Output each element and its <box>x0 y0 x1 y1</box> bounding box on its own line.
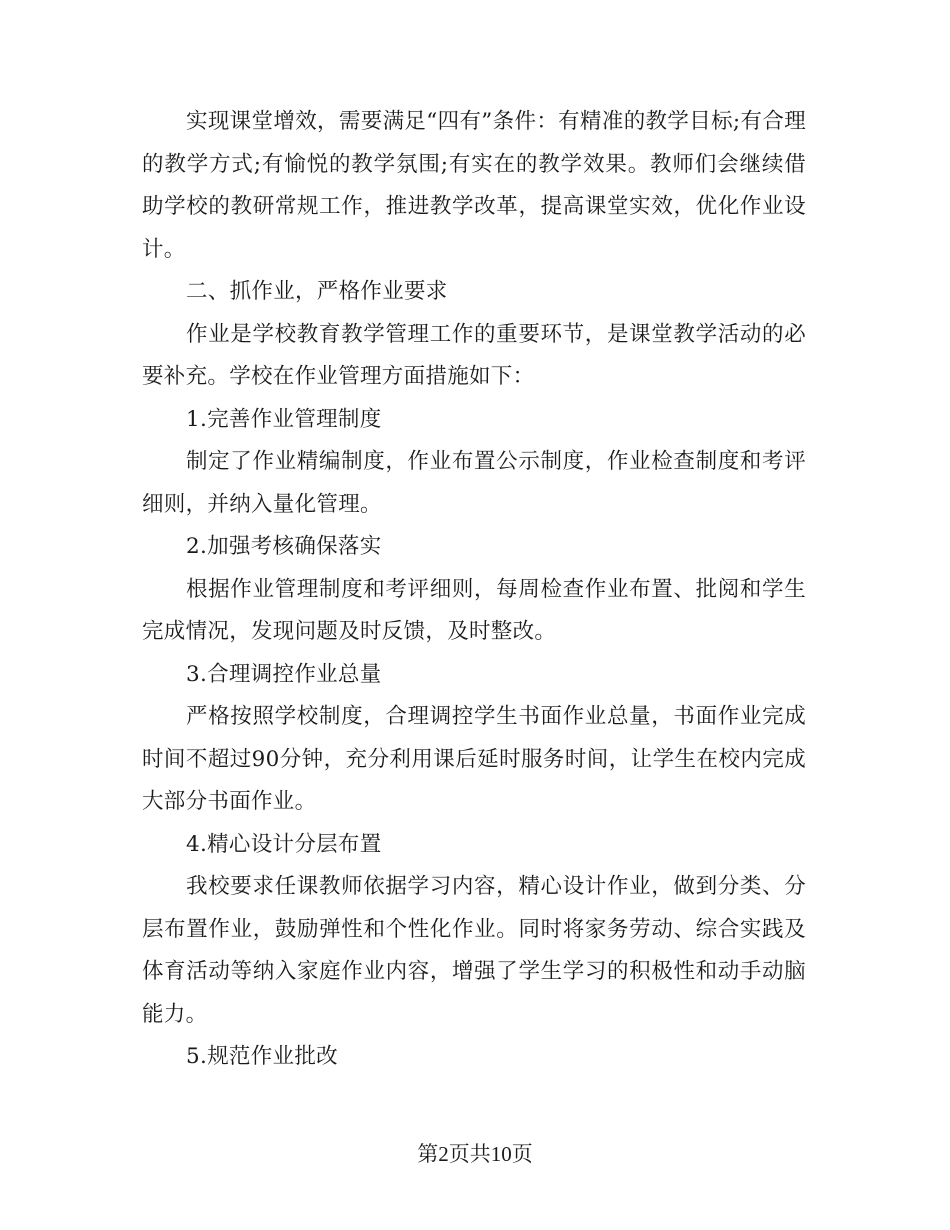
paragraph-classroom-efficiency: 实现课堂增效，需要满足“四有”条件：有精准的教学目标;有合理的教学方式;有愉悦的教学氛围;有实在的教学效果。教师们会继续借助学校的教研常规工作，推进教学改革，提高课堂实效，优化作业设计。 <box>142 109 806 262</box>
subheading-5: 5.规范作业批改 <box>186 1044 338 1069</box>
paragraph-2: 根据作业管理制度和考评细则，每周检查作业布置、批阅和学生完成情况，发现问题及时反馈，及时整改。 <box>142 576 806 644</box>
paragraph-1: 制定了作业精编制度，作业布置公示制度，作业检查制度和考评细则，并纳入量化管理。 <box>142 449 806 517</box>
paragraph-3: 严格按照学校制度，合理调控学生书面作业总量，书面作业完成时间不超过90分钟，充分利用课后延时服务时间，让学生在校内完成大部分书面作业。 <box>142 704 806 814</box>
subheading-1: 1.完善作业管理制度 <box>186 406 382 432</box>
subheading-2: 2.加强考核确保落实 <box>186 534 382 559</box>
subheading-4: 4.精心设计分层布置 <box>186 831 382 857</box>
subheading-3: 3.合理调控作业总量 <box>186 661 382 687</box>
paragraph-homework-intro: 作业是学校教育教学管理工作的重要环节，是课堂教学活动的必要补充。学校在作业管理方面措施如下： <box>142 321 806 389</box>
page-number-footer: 第2页共10页 <box>417 1142 533 1166</box>
section-heading-homework: 二、抓作业，严格作业要求 <box>186 279 448 304</box>
paragraph-4: 我校要求任课教师依据学习内容，精心设计作业，做到分类、分层布置作业，鼓励弹性和个性化作业。同时将家务劳动、综合实践及体育活动等纳入家庭作业内容，增强了学生学习的积极性和动手动脑能力。 <box>142 874 806 1027</box>
document-page <box>142 0 806 1079</box>
